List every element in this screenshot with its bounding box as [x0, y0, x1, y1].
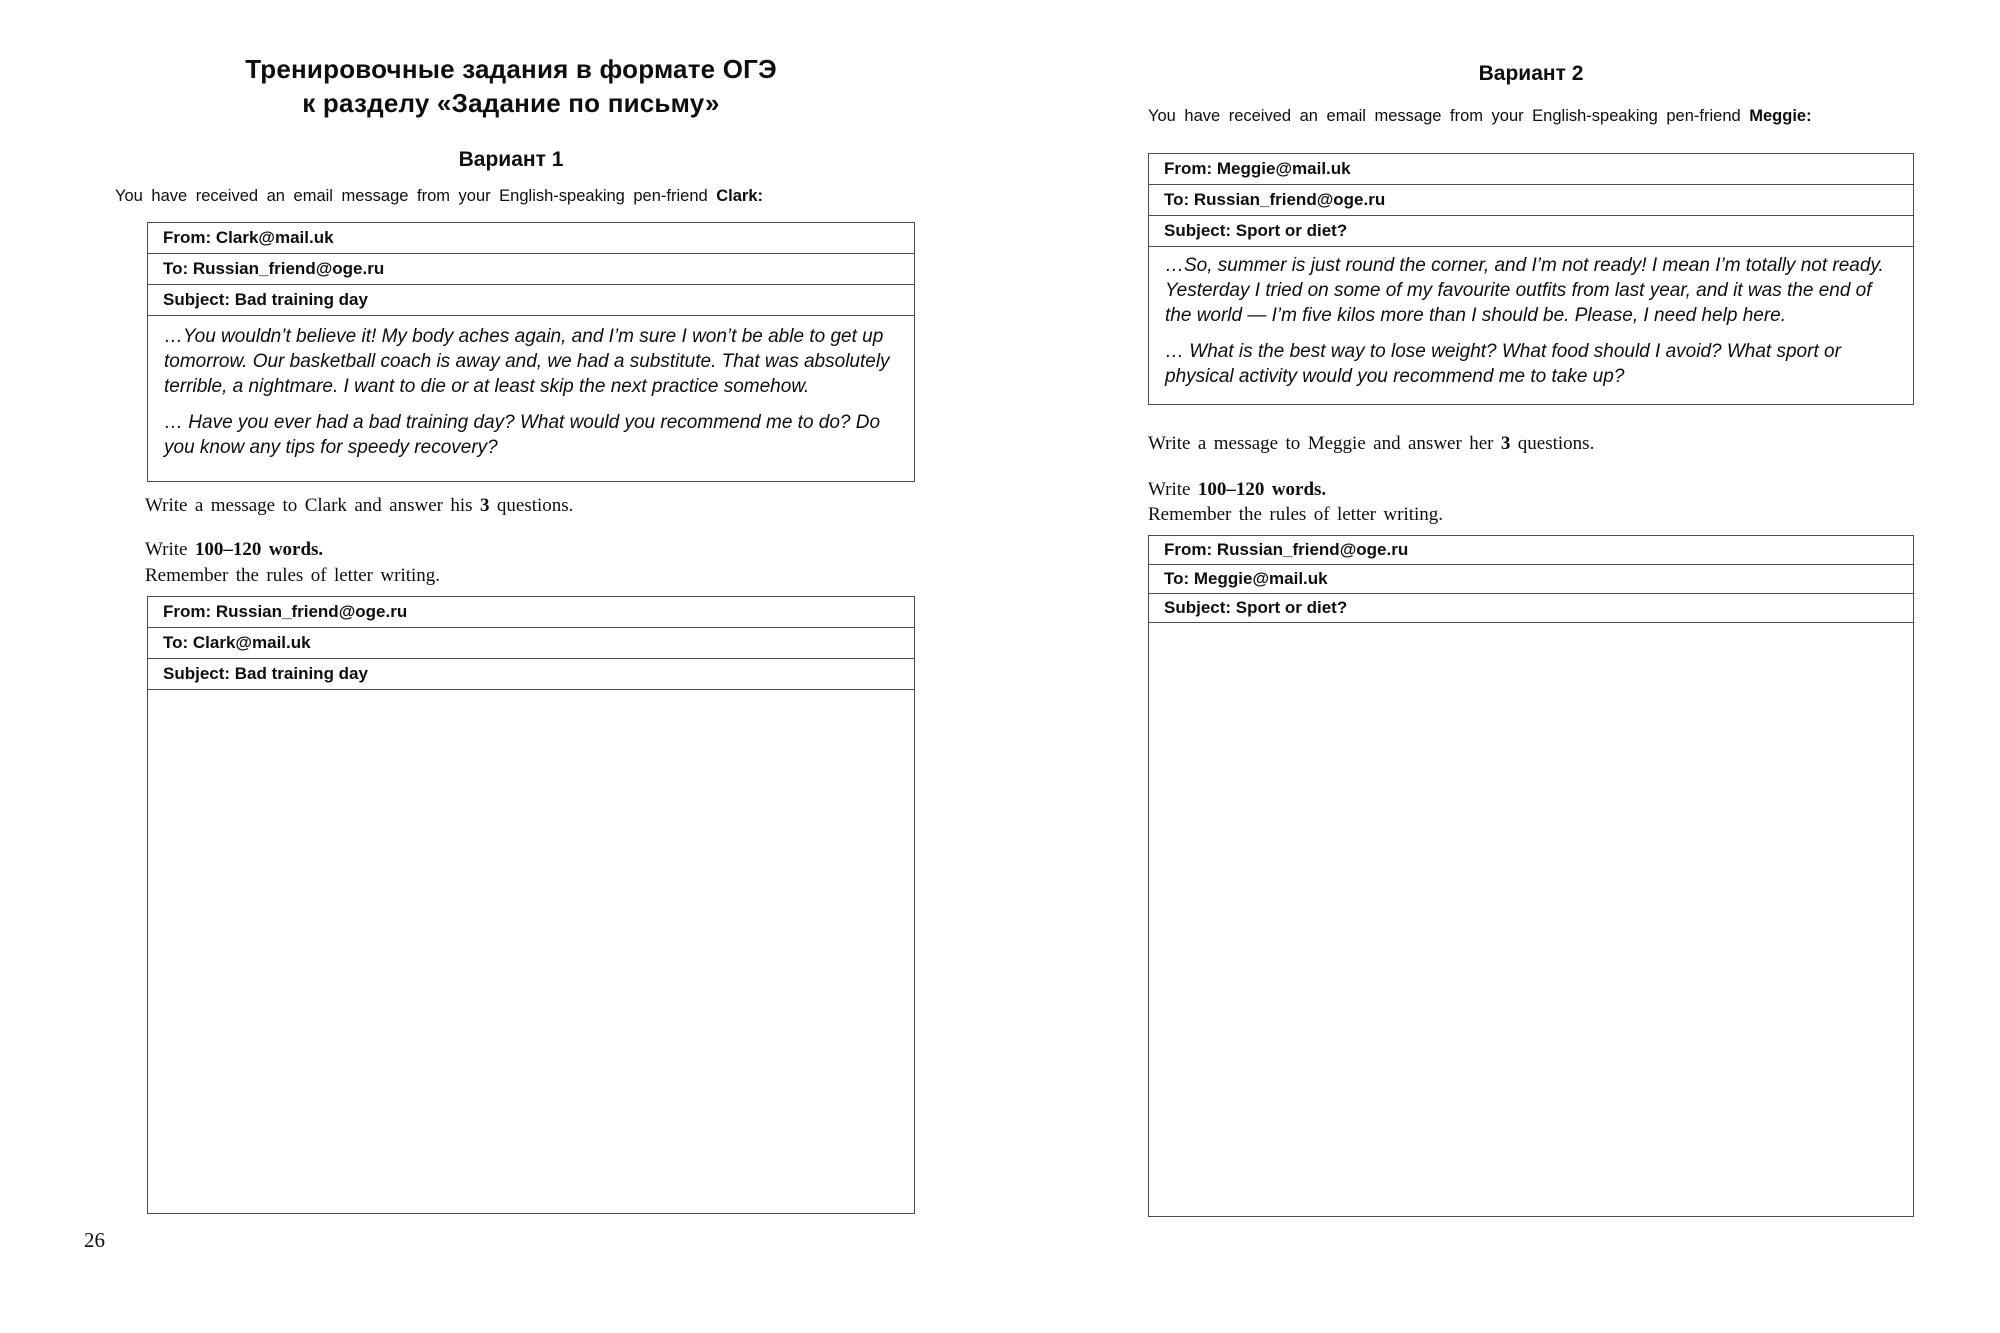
incoming-email-box: [1148, 153, 1914, 405]
write-label: Write: [145, 539, 195, 560]
word-count-value: 100–120 words.: [194, 539, 324, 560]
task-instruction: [145, 494, 573, 518]
reply-email-box: [1148, 535, 1914, 1217]
email-subject-row: Subject: Sport or diet?: [1149, 216, 1913, 247]
section-heading-line2: к разделу «Задание по письму»: [302, 88, 720, 118]
reply-writing-area: [148, 690, 914, 1213]
task-text: Write a message to Clark and answer his: [145, 495, 480, 516]
intro-pen-friend-name: Clark:: [716, 187, 764, 205]
section-heading: [115, 52, 907, 120]
task-suffix: questions.: [489, 495, 574, 516]
variant-1-intro: [115, 186, 907, 207]
task-text: Write a message to Meggie and answer her: [1148, 433, 1501, 454]
task-suffix: questions.: [1510, 433, 1595, 454]
reply-to-row: To: Meggie@mail.uk: [1149, 565, 1913, 594]
variant-1-title: Вариант 1: [458, 148, 564, 171]
intro-pen-friend-name: Meggie:: [1749, 107, 1812, 125]
write-label: Write: [1148, 479, 1198, 500]
reply-subject-row: Subject: Sport or diet?: [1149, 594, 1913, 623]
email-body: [1149, 247, 1913, 404]
email-paragraph: … What is the best way to lose weight? What food should I avoid? What sport or physical activity would you recommend me to take up?: [1165, 341, 1841, 387]
page-number: 26: [84, 1228, 105, 1252]
reply-from-row: From: Russian_friend@oge.ru: [148, 597, 914, 628]
email-paragraph: …So, summer is just round the corner, and I’m not ready! I mean I’m totally not ready. Yesterday I tried on some of my favourite outfits from last year, and it was the end of the world — I’m five kilos more than I should be. Please, I need help here.: [1165, 255, 1884, 326]
variant-1-column: [115, 0, 907, 1333]
section-heading-line1: Тренировочные задания в формате ОГЭ: [245, 54, 777, 84]
incoming-email-box: [147, 222, 915, 482]
task-question-count: 3: [1500, 433, 1511, 454]
variant-2-column: [1148, 0, 1914, 1333]
task-question-count: 3: [479, 495, 490, 516]
task-instruction: [1148, 432, 1594, 456]
email-subject-row: Subject: Bad training day: [148, 285, 914, 316]
email-paragraph: …You wouldn’t believe it! My body aches again, and I’m sure I won’t be able to get up tomorrow. Our basketball coach is away and, we had a substitute. That was absolutely terrible, a nightmare. I want to die or at least skip the next practice somehow.: [164, 326, 890, 397]
email-from-row: From: Meggie@mail.uk: [1149, 154, 1913, 185]
variant-2-intro: [1148, 106, 1914, 127]
variant-2-title: Вариант 2: [1478, 62, 1584, 85]
remember-rules-instruction: Remember the rules of letter writing.: [1148, 504, 1444, 525]
email-to-row: To: Russian_friend@oge.ru: [148, 254, 914, 285]
word-count-value: 100–120 words.: [1197, 479, 1327, 500]
intro-text: You have received an email message from your English-speaking pen-friend: [1148, 107, 1750, 125]
reply-from-row: From: Russian_friend@oge.ru: [1149, 536, 1913, 565]
email-to-row: To: Russian_friend@oge.ru: [1149, 185, 1913, 216]
email-body: [148, 316, 914, 481]
word-count-instruction: [1148, 478, 1326, 502]
email-paragraph: … Have you ever had a bad training day? What would you recommend me to do? Do you know any tips for speedy recovery?: [164, 412, 881, 458]
word-count-instruction: [145, 538, 323, 562]
email-from-row: From: Clark@mail.uk: [148, 223, 914, 254]
reply-writing-area: [1149, 623, 1913, 1216]
reply-email-box: [147, 596, 915, 1214]
reply-subject-row: Subject: Bad training day: [148, 659, 914, 690]
intro-text: You have received an email message from your English-speaking pen-friend: [115, 187, 717, 205]
reply-to-row: To: Clark@mail.uk: [148, 628, 914, 659]
remember-rules-instruction: Remember the rules of letter writing.: [145, 565, 441, 586]
